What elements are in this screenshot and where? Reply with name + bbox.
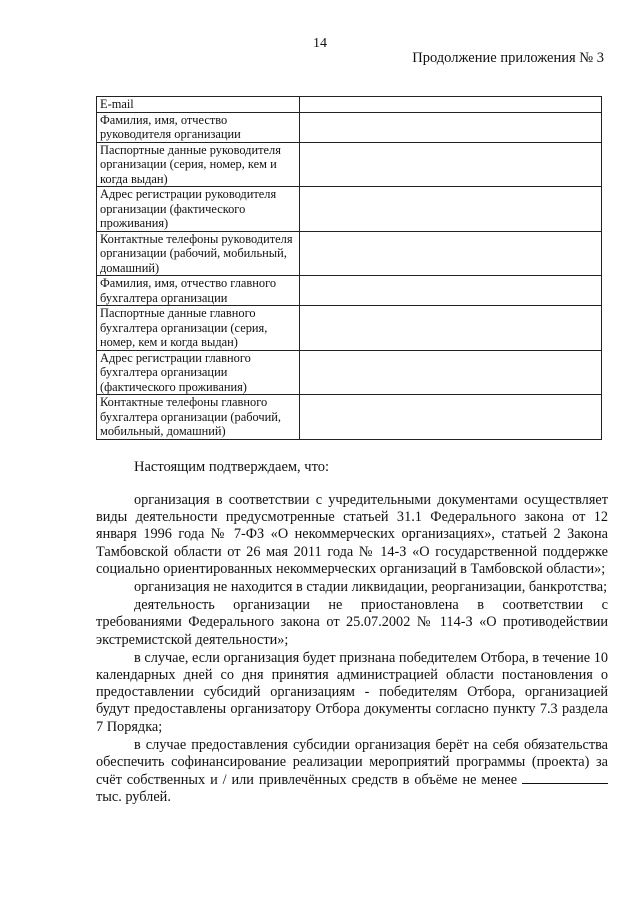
row-label-email: E-mail — [97, 97, 300, 113]
row-value-accountant-passport[interactable] — [300, 306, 602, 351]
row-label-head-name: Фамилия, имя, отчество руководителя организации — [97, 112, 300, 142]
table-row — [97, 97, 602, 113]
cofinancing-text: в случае предоставления субсидии организация берёт на себя обязательства обеспечить софинансирование реализации мероприятий программы (проекта) за счёт собственных и / или привлечённых средств в объёме не менее — [96, 736, 608, 789]
table-row — [97, 350, 602, 395]
row-value-email[interactable] — [300, 97, 602, 113]
applicant-info-table — [96, 96, 602, 440]
table-row — [97, 187, 602, 232]
row-label-accountant-passport: Паспортные данные главного бухгалтера организации (серия, номер, кем и когда выдан) — [97, 306, 300, 351]
row-value-head-phones[interactable] — [300, 231, 602, 276]
table-row — [97, 276, 602, 306]
row-label-accountant-phones: Контактные телефоны главного бухгалтера организации (рабочий, мобильный, домашний) — [97, 395, 300, 440]
confirmation-item-cofinancing — [96, 737, 608, 807]
row-label-head-address: Адрес регистрации руководителя организации (фактического проживания) — [97, 187, 300, 232]
row-value-accountant-name[interactable] — [300, 276, 602, 306]
row-label-accountant-name: Фамилия, имя, отчество главного бухгалтера организации — [97, 276, 300, 306]
confirmation-item: в случае, если организация будет признана победителем Отбора, в течение 10 календарных дней со дня принятия администрацией области постановления о предоставлении субсидий организациям - победителям Отбора, организацией будут предоставлены организатору Отбора документы согласно пункту 7.3 раздела 7 Порядка; — [96, 649, 608, 735]
row-value-accountant-address[interactable] — [300, 350, 602, 395]
confirmation-item: организация в соответствии с учредительными документами осуществляет виды деятельности предусмотренные статьей 31.1 Федерального закона от 12 января 1996 года № 7-ФЗ «О некоммерческих организациях», статьей 2 Закона Тамбовской области от 26 мая 2011 года № 14-З «О государственной поддержке социально ориентированных некоммерческих организаций в Тамбовской области»; — [96, 492, 608, 577]
confirmation-item: деятельность организации не приостановлена в соответствии с требованиями Федерального закона от 25.07.2002 № 114-З «О противодействии экстремистской деятельности»; — [96, 597, 608, 648]
row-value-head-address[interactable] — [300, 187, 602, 232]
table-row — [97, 395, 602, 440]
table-row — [97, 306, 602, 351]
amount-blank-field[interactable] — [522, 771, 608, 784]
row-value-head-passport[interactable] — [300, 142, 602, 187]
appendix-header: Продолжение приложения № 3 — [412, 50, 604, 66]
table-row — [97, 231, 602, 276]
confirmation-intro: Настоящим подтверждаем, что: — [134, 459, 330, 475]
table-row — [97, 112, 602, 142]
row-value-accountant-phones[interactable] — [300, 395, 602, 440]
row-label-accountant-address: Адрес регистрации главного бухгалтера организации (фактического проживания) — [97, 350, 300, 395]
confirmation-item: организация не находится в стадии ликвидации, реорганизации, банкротства; — [134, 579, 608, 596]
table-row — [97, 142, 602, 187]
row-label-head-passport: Паспортные данные руководителя организации (серия, номер, кем и когда выдан) — [97, 142, 300, 187]
row-value-head-name[interactable] — [300, 112, 602, 142]
confirmation-list — [96, 492, 608, 807]
cofinancing-unit: тыс. рублей. — [96, 789, 171, 806]
row-label-head-phones: Контактные телефоны руководителя организации (рабочий, мобильный, домашний) — [97, 231, 300, 276]
page-number: 14 — [313, 36, 327, 51]
